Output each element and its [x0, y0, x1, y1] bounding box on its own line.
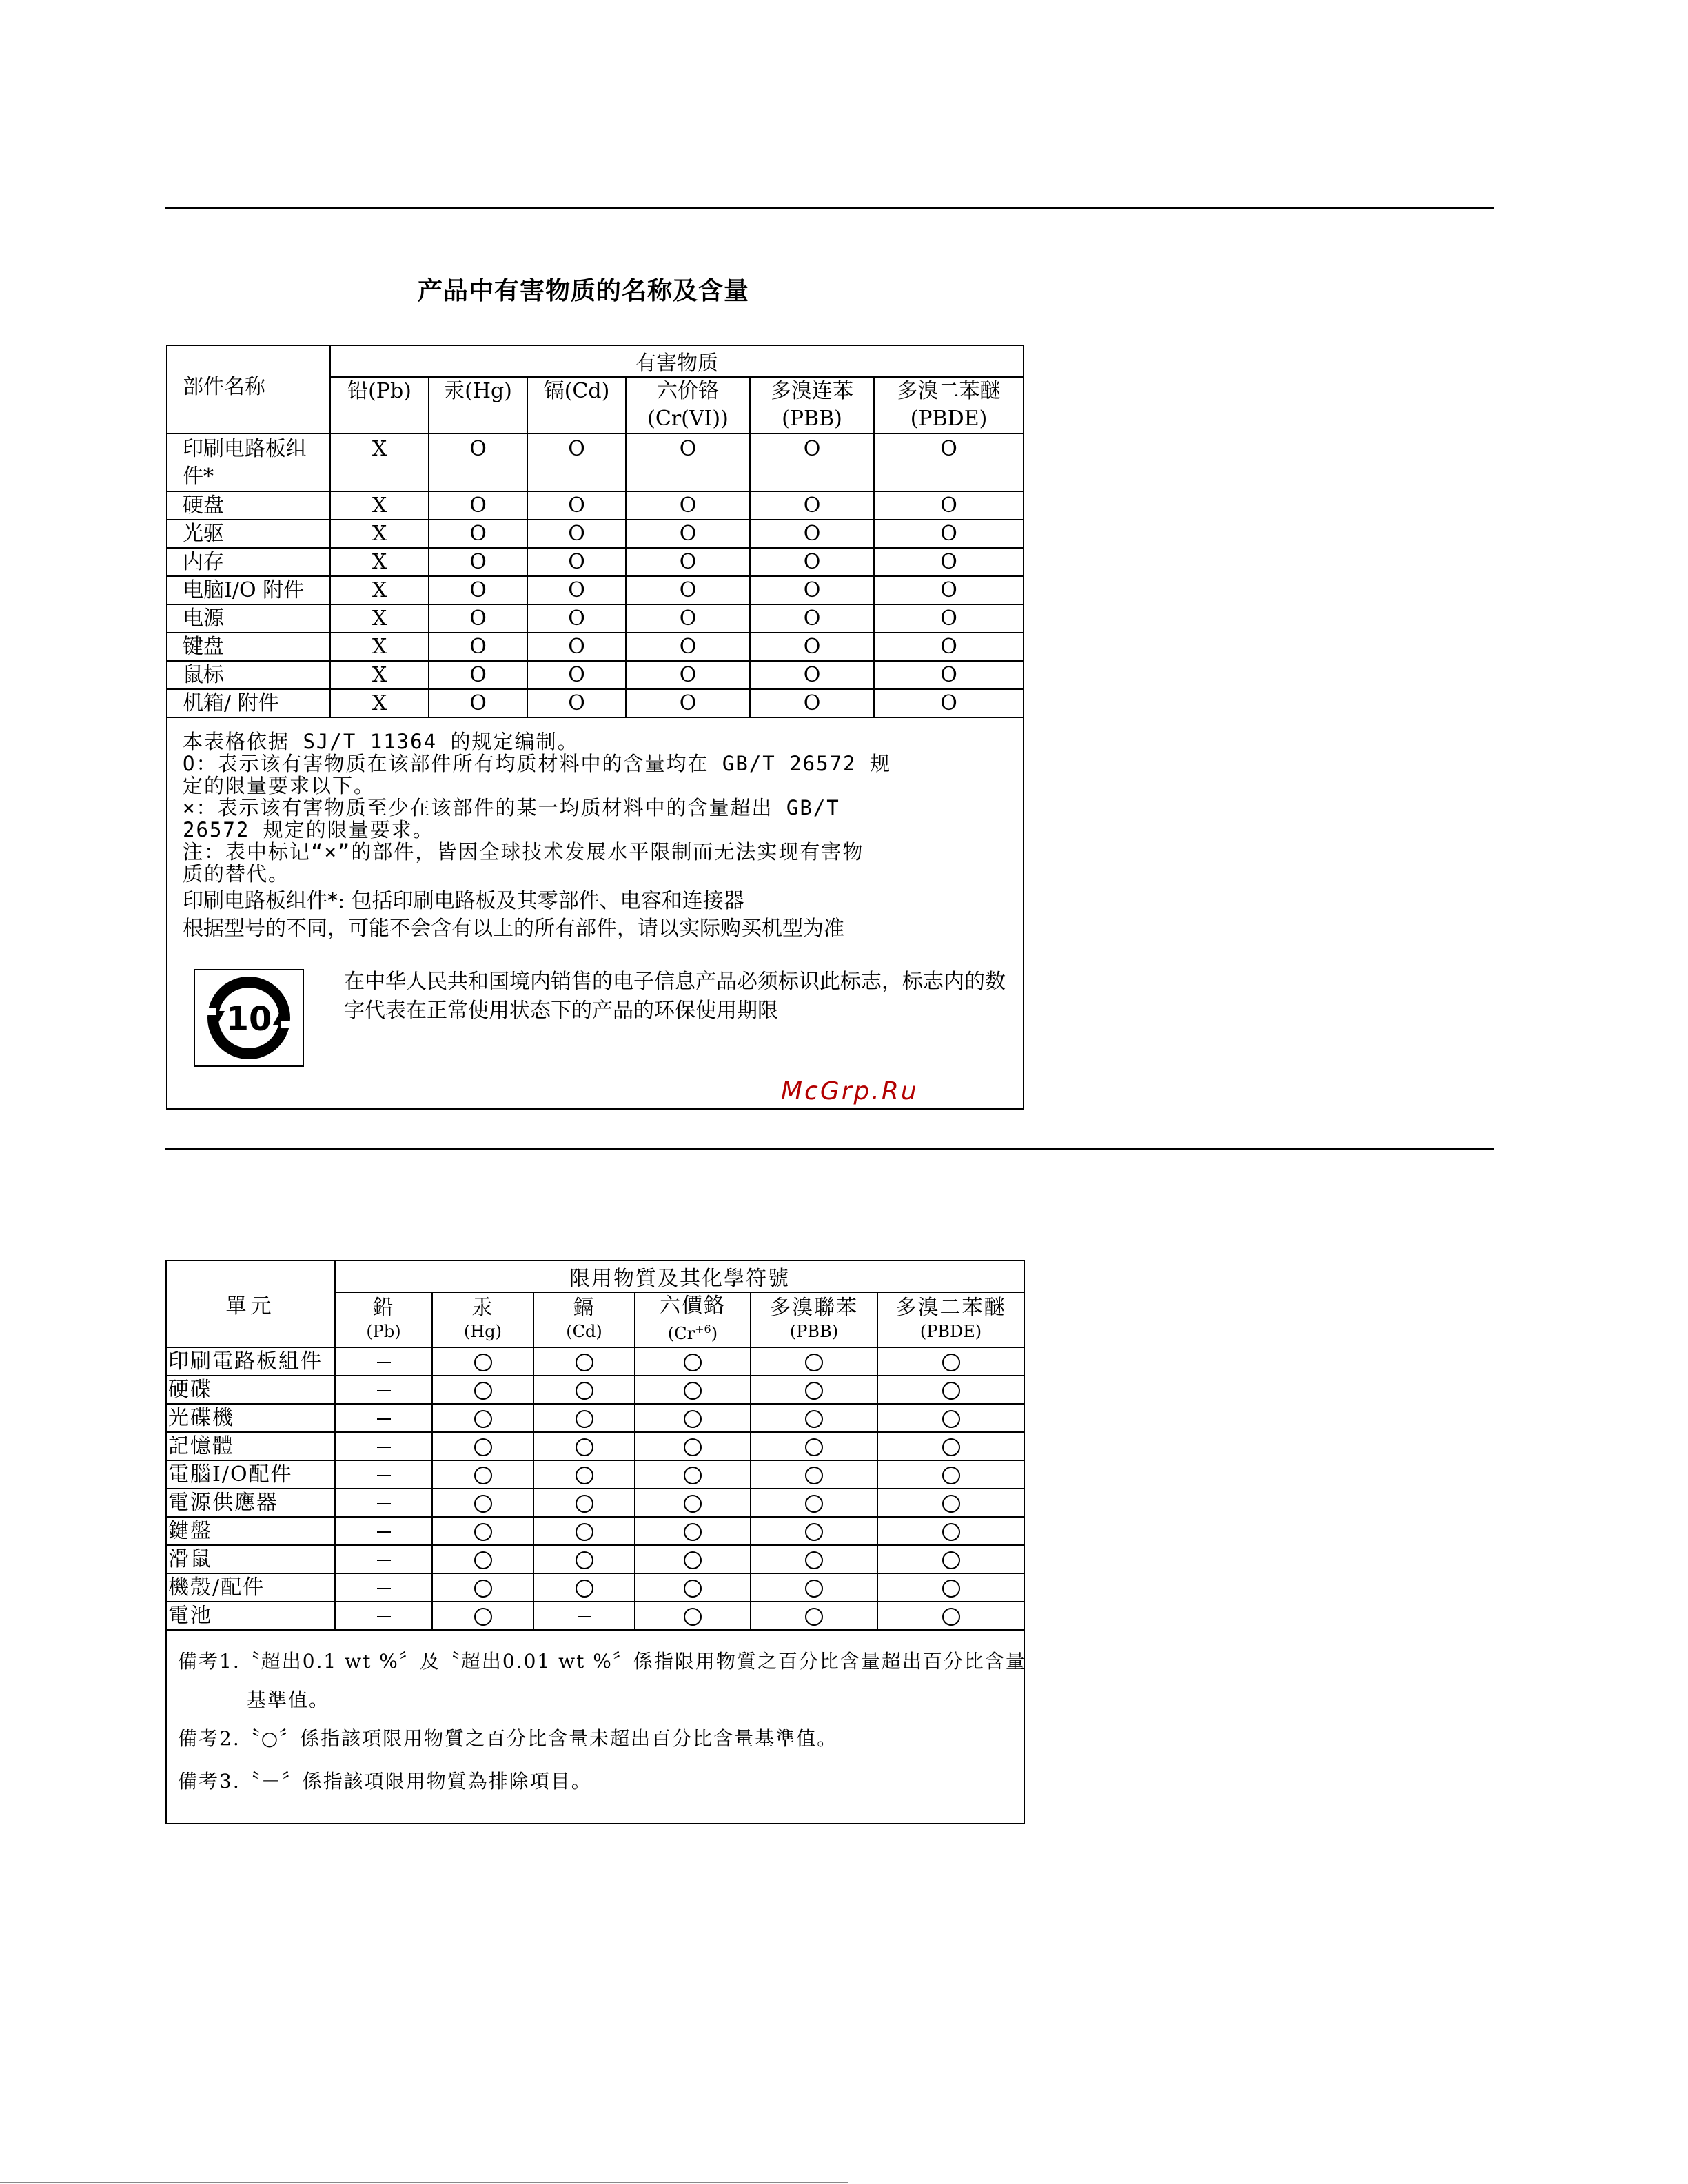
substance-value-cell — [635, 1545, 751, 1573]
table-row — [167, 633, 1024, 661]
table-row — [166, 1602, 1024, 1630]
remark-line: 備考3.〝－〞係指該項限用物質為排除項目。 — [178, 1770, 592, 1793]
substance-name: 多溴二苯醚 — [897, 379, 1001, 403]
substance-value-cell: O — [750, 633, 874, 661]
part-name-cell: 键盘 — [167, 633, 330, 661]
substance-value-cell: O — [527, 576, 626, 604]
substance-value-cell: O — [750, 433, 874, 491]
substance-symbol — [336, 1320, 431, 1343]
circle-mark — [942, 1354, 960, 1371]
substance-value-cell: O — [750, 604, 874, 633]
substance-value-cell: O — [527, 604, 626, 633]
substance-value-cell: O — [527, 433, 626, 491]
recycle-10-icon — [204, 977, 294, 1059]
substance-symbol — [635, 1318, 750, 1345]
table-row — [167, 520, 1024, 548]
substance-value-cell — [877, 1517, 1024, 1545]
substance-col-header — [750, 377, 874, 433]
substance-value-cell: O — [429, 548, 527, 576]
table-row — [166, 1347, 1024, 1376]
part-name-header: 部件名称 — [167, 345, 330, 433]
unit-name-cell: 電池 — [166, 1602, 335, 1630]
substance-value-cell: O — [750, 576, 874, 604]
part-name-cell: 电脑I/O 附件 — [167, 576, 330, 604]
note-line: 26572 规定的限量要求。 — [183, 818, 434, 841]
substance-value-cell — [751, 1517, 877, 1545]
dash-mark — [377, 1418, 391, 1420]
table-row — [167, 661, 1024, 689]
substance-col-header — [635, 1292, 751, 1347]
substance-value-cell — [877, 1545, 1024, 1573]
part-name-cell: 硬盘 — [167, 491, 330, 520]
circle-mark — [942, 1382, 960, 1400]
circle-mark — [942, 1551, 960, 1569]
unit-name-cell: 光碟機 — [166, 1404, 335, 1432]
unit-name-cell: 電源供應器 — [166, 1489, 335, 1517]
substance-value-cell: O — [527, 491, 626, 520]
substance-value-cell: O — [429, 661, 527, 689]
substance-value-cell — [335, 1517, 432, 1545]
substance-value-cell: O — [429, 520, 527, 548]
circle-mark — [474, 1410, 492, 1428]
substance-value-cell: O — [750, 520, 874, 548]
substance-symbol — [878, 1320, 1024, 1343]
symbol-text: (PBDE) — [919, 1322, 982, 1341]
table-row — [166, 1404, 1024, 1432]
circle-mark — [474, 1580, 492, 1598]
substance-value-cell: X — [330, 576, 429, 604]
substance-value-cell — [751, 1602, 877, 1630]
symbol-text: (Pb) — [366, 1322, 401, 1341]
substance-value-cell: O — [527, 689, 626, 717]
circle-mark — [942, 1523, 960, 1541]
circle-mark — [474, 1608, 492, 1626]
substance-value-cell — [335, 1347, 432, 1376]
substance-value-cell: O — [874, 548, 1024, 576]
circle-mark — [684, 1382, 702, 1400]
substance-value-cell — [432, 1460, 533, 1489]
substance-value-cell: O — [626, 433, 750, 491]
circle-mark — [942, 1580, 960, 1598]
bottom-edge-rule — [0, 2182, 848, 2183]
substance-symbol — [534, 1320, 634, 1343]
circle-mark — [805, 1608, 823, 1626]
substance-value-cell: O — [874, 433, 1024, 491]
unit-name-cell: 硬碟 — [166, 1376, 335, 1404]
substance-value-cell — [751, 1432, 877, 1460]
restricted-substance-header: 限用物質及其化學符號 — [335, 1261, 1024, 1292]
substance-value-cell — [751, 1489, 877, 1517]
substance-value-cell — [533, 1489, 635, 1517]
circle-mark — [474, 1382, 492, 1400]
note-line: 根据型号的不同，可能不会含有以上的所有部件，请以实际购买机型为准 — [183, 917, 844, 941]
substance-value-cell — [335, 1432, 432, 1460]
substance-value-cell: O — [750, 689, 874, 717]
table-row — [167, 604, 1024, 633]
logo-description: 在中华人民共和国境内销售的电子信息产品必须标识此标志，标志内的数字代表在正常使用状态下的产品的环保使用期限 — [344, 970, 1006, 1023]
substance-value-cell — [533, 1545, 635, 1573]
substance-value-cell — [877, 1347, 1024, 1376]
dash-mark — [377, 1560, 391, 1561]
dash-mark — [377, 1447, 391, 1448]
substance-value-cell: O — [626, 689, 750, 717]
substance-value-cell — [432, 1432, 533, 1460]
substance-value-cell — [751, 1376, 877, 1404]
circle-mark — [805, 1523, 823, 1541]
remark-line: 備考1.〝超出0.1 wt %〞及〝超出0.01 wt %〞係指限用物質之百分比含量超出百分比含量 — [178, 1650, 1026, 1673]
substance-value-cell — [635, 1432, 751, 1460]
substance-value-cell — [533, 1573, 635, 1602]
symbol-text-end: ) — [711, 1324, 718, 1343]
substance-name: 镉(Cd) — [543, 379, 610, 403]
substance-value-cell — [877, 1376, 1024, 1404]
circle-mark — [684, 1438, 702, 1456]
circle-mark — [474, 1495, 492, 1513]
substance-value-cell — [635, 1376, 751, 1404]
substance-name: 鎘 — [573, 1296, 596, 1320]
circle-mark — [576, 1410, 593, 1428]
substance-name: 六價鉻 — [660, 1294, 726, 1318]
substance-value-cell — [635, 1573, 751, 1602]
circle-mark — [474, 1523, 492, 1541]
substance-value-cell — [335, 1545, 432, 1573]
dash-mark — [578, 1616, 591, 1617]
substance-value-cell: O — [874, 633, 1024, 661]
substance-value-cell — [432, 1376, 533, 1404]
circle-mark — [684, 1523, 702, 1541]
dash-mark — [377, 1390, 391, 1391]
efup-10-logo — [194, 969, 304, 1067]
note-line: O：表示该有害物质在该部件所有均质材料中的含量均在 GB/T 26572 规 — [183, 752, 891, 775]
substance-name: 六价铬 — [657, 379, 719, 403]
circle-mark — [942, 1410, 960, 1428]
substance-value-cell — [335, 1404, 432, 1432]
note-line: 质的替代。 — [183, 862, 290, 886]
substance-name: 多溴聯苯 — [770, 1296, 858, 1320]
circle-mark — [576, 1354, 593, 1371]
table-row — [166, 1545, 1024, 1573]
circle-mark — [576, 1382, 593, 1400]
circle-mark — [942, 1467, 960, 1484]
substance-symbol — [751, 1320, 877, 1343]
symbol-text: (Cr — [667, 1324, 695, 1343]
dash-mark — [377, 1531, 391, 1533]
substance-value-cell: O — [874, 576, 1024, 604]
substance-col-header — [330, 377, 429, 433]
substance-value-cell — [751, 1460, 877, 1489]
table-row — [167, 689, 1024, 717]
table-row — [166, 1376, 1024, 1404]
substance-value-cell — [533, 1376, 635, 1404]
substance-value-cell: O — [874, 604, 1024, 633]
substance-value-cell: O — [626, 661, 750, 689]
circle-mark — [576, 1495, 593, 1513]
unit-name-cell: 印刷電路板組件 — [166, 1347, 335, 1376]
substance-col-header — [335, 1292, 432, 1347]
substance-value-cell — [432, 1489, 533, 1517]
substance-value-cell: O — [874, 520, 1024, 548]
substance-col-header — [626, 377, 750, 433]
circle-mark — [684, 1608, 702, 1626]
substance-value-cell: O — [527, 633, 626, 661]
substance-value-cell — [635, 1347, 751, 1376]
substance-value-cell: O — [527, 661, 626, 689]
circle-mark — [805, 1551, 823, 1569]
symbol-text: (Cd) — [566, 1322, 602, 1341]
circle-mark — [576, 1523, 593, 1541]
page-title: 产品中有害物质的名称及含量 — [418, 277, 750, 305]
part-name-cell: 鼠标 — [167, 661, 330, 689]
substance-value-cell — [877, 1573, 1024, 1602]
substance-col-header — [877, 1292, 1024, 1347]
substance-value-cell: O — [429, 689, 527, 717]
substance-value-cell: O — [527, 548, 626, 576]
remark-line: 基準值。 — [247, 1688, 330, 1711]
substance-name: 汞 — [471, 1296, 494, 1320]
substance-col-header — [751, 1292, 877, 1347]
substance-value-cell: O — [750, 548, 874, 576]
circle-mark — [576, 1580, 593, 1598]
substance-col-header — [874, 377, 1024, 433]
substance-value-cell: X — [330, 604, 429, 633]
substance-value-cell — [432, 1573, 533, 1602]
substance-name: 鉛 — [372, 1296, 395, 1320]
circle-mark — [576, 1438, 593, 1456]
substance-value-cell: O — [429, 576, 527, 604]
substance-value-cell — [432, 1517, 533, 1545]
table-row — [167, 491, 1024, 520]
circle-mark — [474, 1551, 492, 1569]
note-line: 本表格依据 SJ/T 11364 的规定编制。 — [183, 730, 579, 753]
substance-value-cell: X — [330, 491, 429, 520]
substance-value-cell — [533, 1347, 635, 1376]
logo-number: 10 — [225, 1000, 272, 1039]
substance-value-cell — [877, 1432, 1024, 1460]
substance-name: 多溴连苯 — [771, 379, 853, 403]
circle-mark — [576, 1467, 593, 1484]
substance-value-cell — [533, 1517, 635, 1545]
substance-value-cell — [877, 1460, 1024, 1489]
substance-value-cell: O — [750, 491, 874, 520]
circle-mark — [805, 1438, 823, 1456]
substance-value-cell: O — [626, 491, 750, 520]
substance-value-cell: O — [874, 491, 1024, 520]
substance-value-cell — [533, 1404, 635, 1432]
substance-symbol: (PBDE) — [910, 407, 988, 431]
part-name-cell: 内存 — [167, 548, 330, 576]
table-row — [166, 1517, 1024, 1545]
circle-mark — [942, 1495, 960, 1513]
substance-col-header — [527, 377, 626, 433]
part-name-cell: 电源 — [167, 604, 330, 633]
substance-value-cell: O — [874, 661, 1024, 689]
substance-value-cell — [432, 1545, 533, 1573]
circle-mark — [805, 1467, 823, 1484]
substance-value-cell: X — [330, 689, 429, 717]
table-row — [167, 576, 1024, 604]
dash-mark — [377, 1475, 391, 1476]
substance-name: 汞(Hg) — [444, 379, 512, 403]
substance-value-cell — [432, 1404, 533, 1432]
table-row — [166, 1573, 1024, 1602]
circle-mark — [942, 1608, 960, 1626]
substance-value-cell: O — [429, 433, 527, 491]
substance-name: 铅(Pb) — [347, 379, 411, 403]
substance-value-cell — [635, 1517, 751, 1545]
substance-value-cell: O — [626, 604, 750, 633]
substance-value-cell — [877, 1489, 1024, 1517]
part-name-cell: 印刷电路板组件* — [167, 433, 330, 491]
note-line: 印刷电路板组件*: 包括印刷电路板及其零部件、电容和连接器 — [183, 889, 744, 913]
substance-symbol: (Cr(VI)) — [647, 407, 729, 431]
substance-name: 多溴二苯醚 — [895, 1296, 1006, 1320]
substance-value-cell — [432, 1602, 533, 1630]
substance-value-cell — [533, 1602, 635, 1630]
substance-value-cell — [635, 1489, 751, 1517]
circle-mark — [576, 1551, 593, 1569]
table-row — [166, 1489, 1024, 1517]
circle-mark — [805, 1410, 823, 1428]
circle-mark — [684, 1580, 702, 1598]
dash-mark — [377, 1503, 391, 1504]
hazardous-substance-header: 有害物质 — [330, 345, 1024, 377]
part-name-cell: 光驱 — [167, 520, 330, 548]
substance-col-header — [432, 1292, 533, 1347]
substance-symbol: (PBB) — [782, 407, 842, 431]
table-row — [167, 433, 1024, 491]
substance-value-cell — [751, 1545, 877, 1573]
substance-value-cell: O — [626, 520, 750, 548]
substance-value-cell — [432, 1347, 533, 1376]
unit-name-cell: 機殼/配件 — [166, 1573, 335, 1602]
substance-col-header — [533, 1292, 635, 1347]
substance-value-cell: X — [330, 661, 429, 689]
circle-mark — [942, 1438, 960, 1456]
table-row — [167, 548, 1024, 576]
substance-value-cell — [877, 1602, 1024, 1630]
note-line: ×：表示该有害物质至少在该部件的某一均质材料中的含量超出 GB/T — [183, 796, 840, 819]
circle-mark — [805, 1382, 823, 1400]
substance-value-cell — [335, 1376, 432, 1404]
circle-mark — [474, 1354, 492, 1371]
table2-remarks — [166, 1630, 1024, 1824]
unit-name-cell: 電腦I/O配件 — [166, 1460, 335, 1489]
top-rule — [165, 207, 1494, 209]
substance-value-cell: O — [874, 689, 1024, 717]
circle-mark — [684, 1551, 702, 1569]
unit-name-cell: 記憶體 — [166, 1432, 335, 1460]
symbol-superscript: +6 — [695, 1323, 711, 1336]
dash-mark — [377, 1616, 391, 1617]
substance-value-cell — [635, 1602, 751, 1630]
unit-name-cell: 鍵盤 — [166, 1517, 335, 1545]
hazardous-substances-table-simplified — [166, 345, 1024, 1110]
circle-mark — [474, 1438, 492, 1456]
substance-value-cell — [335, 1460, 432, 1489]
circle-mark — [684, 1410, 702, 1428]
substance-col-header — [429, 377, 527, 433]
substance-value-cell — [533, 1432, 635, 1460]
substance-value-cell — [751, 1573, 877, 1602]
table-row — [166, 1460, 1024, 1489]
substance-value-cell: O — [750, 661, 874, 689]
substance-value-cell — [751, 1404, 877, 1432]
middle-rule — [165, 1148, 1494, 1150]
circle-mark — [805, 1580, 823, 1598]
substance-value-cell — [335, 1573, 432, 1602]
watermark: McGrp.Ru — [781, 1077, 919, 1105]
substance-value-cell — [335, 1602, 432, 1630]
remark-line: 備考2.〝○〞係指該項限用物質之百分比含量未超出百分比含量基準值。 — [178, 1727, 838, 1750]
substance-value-cell: O — [429, 604, 527, 633]
circle-mark — [684, 1467, 702, 1484]
substance-value-cell: X — [330, 548, 429, 576]
table-row — [166, 1432, 1024, 1460]
circle-mark — [684, 1354, 702, 1371]
substance-value-cell: O — [429, 491, 527, 520]
symbol-text: (Hg) — [463, 1322, 502, 1341]
substance-value-cell — [635, 1404, 751, 1432]
substance-symbol — [433, 1320, 533, 1343]
substance-value-cell: O — [527, 520, 626, 548]
unit-header: 單元 — [166, 1261, 335, 1347]
substance-value-cell — [751, 1347, 877, 1376]
substance-value-cell: O — [626, 633, 750, 661]
symbol-text: (PBB) — [789, 1322, 839, 1341]
substance-value-cell — [877, 1404, 1024, 1432]
circle-mark — [474, 1467, 492, 1484]
circle-mark — [684, 1495, 702, 1513]
table1-notes — [167, 717, 1024, 1109]
substance-value-cell: O — [429, 633, 527, 661]
substance-value-cell: X — [330, 520, 429, 548]
circle-mark — [805, 1354, 823, 1371]
substance-value-cell: O — [626, 548, 750, 576]
note-line: 注：表中标记“×”的部件，皆因全球技术发展水平限制而无法实现有害物 — [183, 840, 864, 864]
circle-mark — [805, 1495, 823, 1513]
substance-value-cell — [533, 1460, 635, 1489]
part-name-cell: 机箱/ 附件 — [167, 689, 330, 717]
unit-name-cell: 滑鼠 — [166, 1545, 335, 1573]
substance-value-cell: X — [330, 633, 429, 661]
restricted-substances-table-traditional — [165, 1260, 1025, 1824]
substance-value-cell — [635, 1460, 751, 1489]
substance-value-cell: X — [330, 433, 429, 491]
substance-value-cell: O — [626, 576, 750, 604]
dash-mark — [377, 1362, 391, 1363]
note-line: 定的限量要求以下。 — [183, 774, 376, 797]
substance-value-cell — [335, 1489, 432, 1517]
dash-mark — [377, 1588, 391, 1589]
